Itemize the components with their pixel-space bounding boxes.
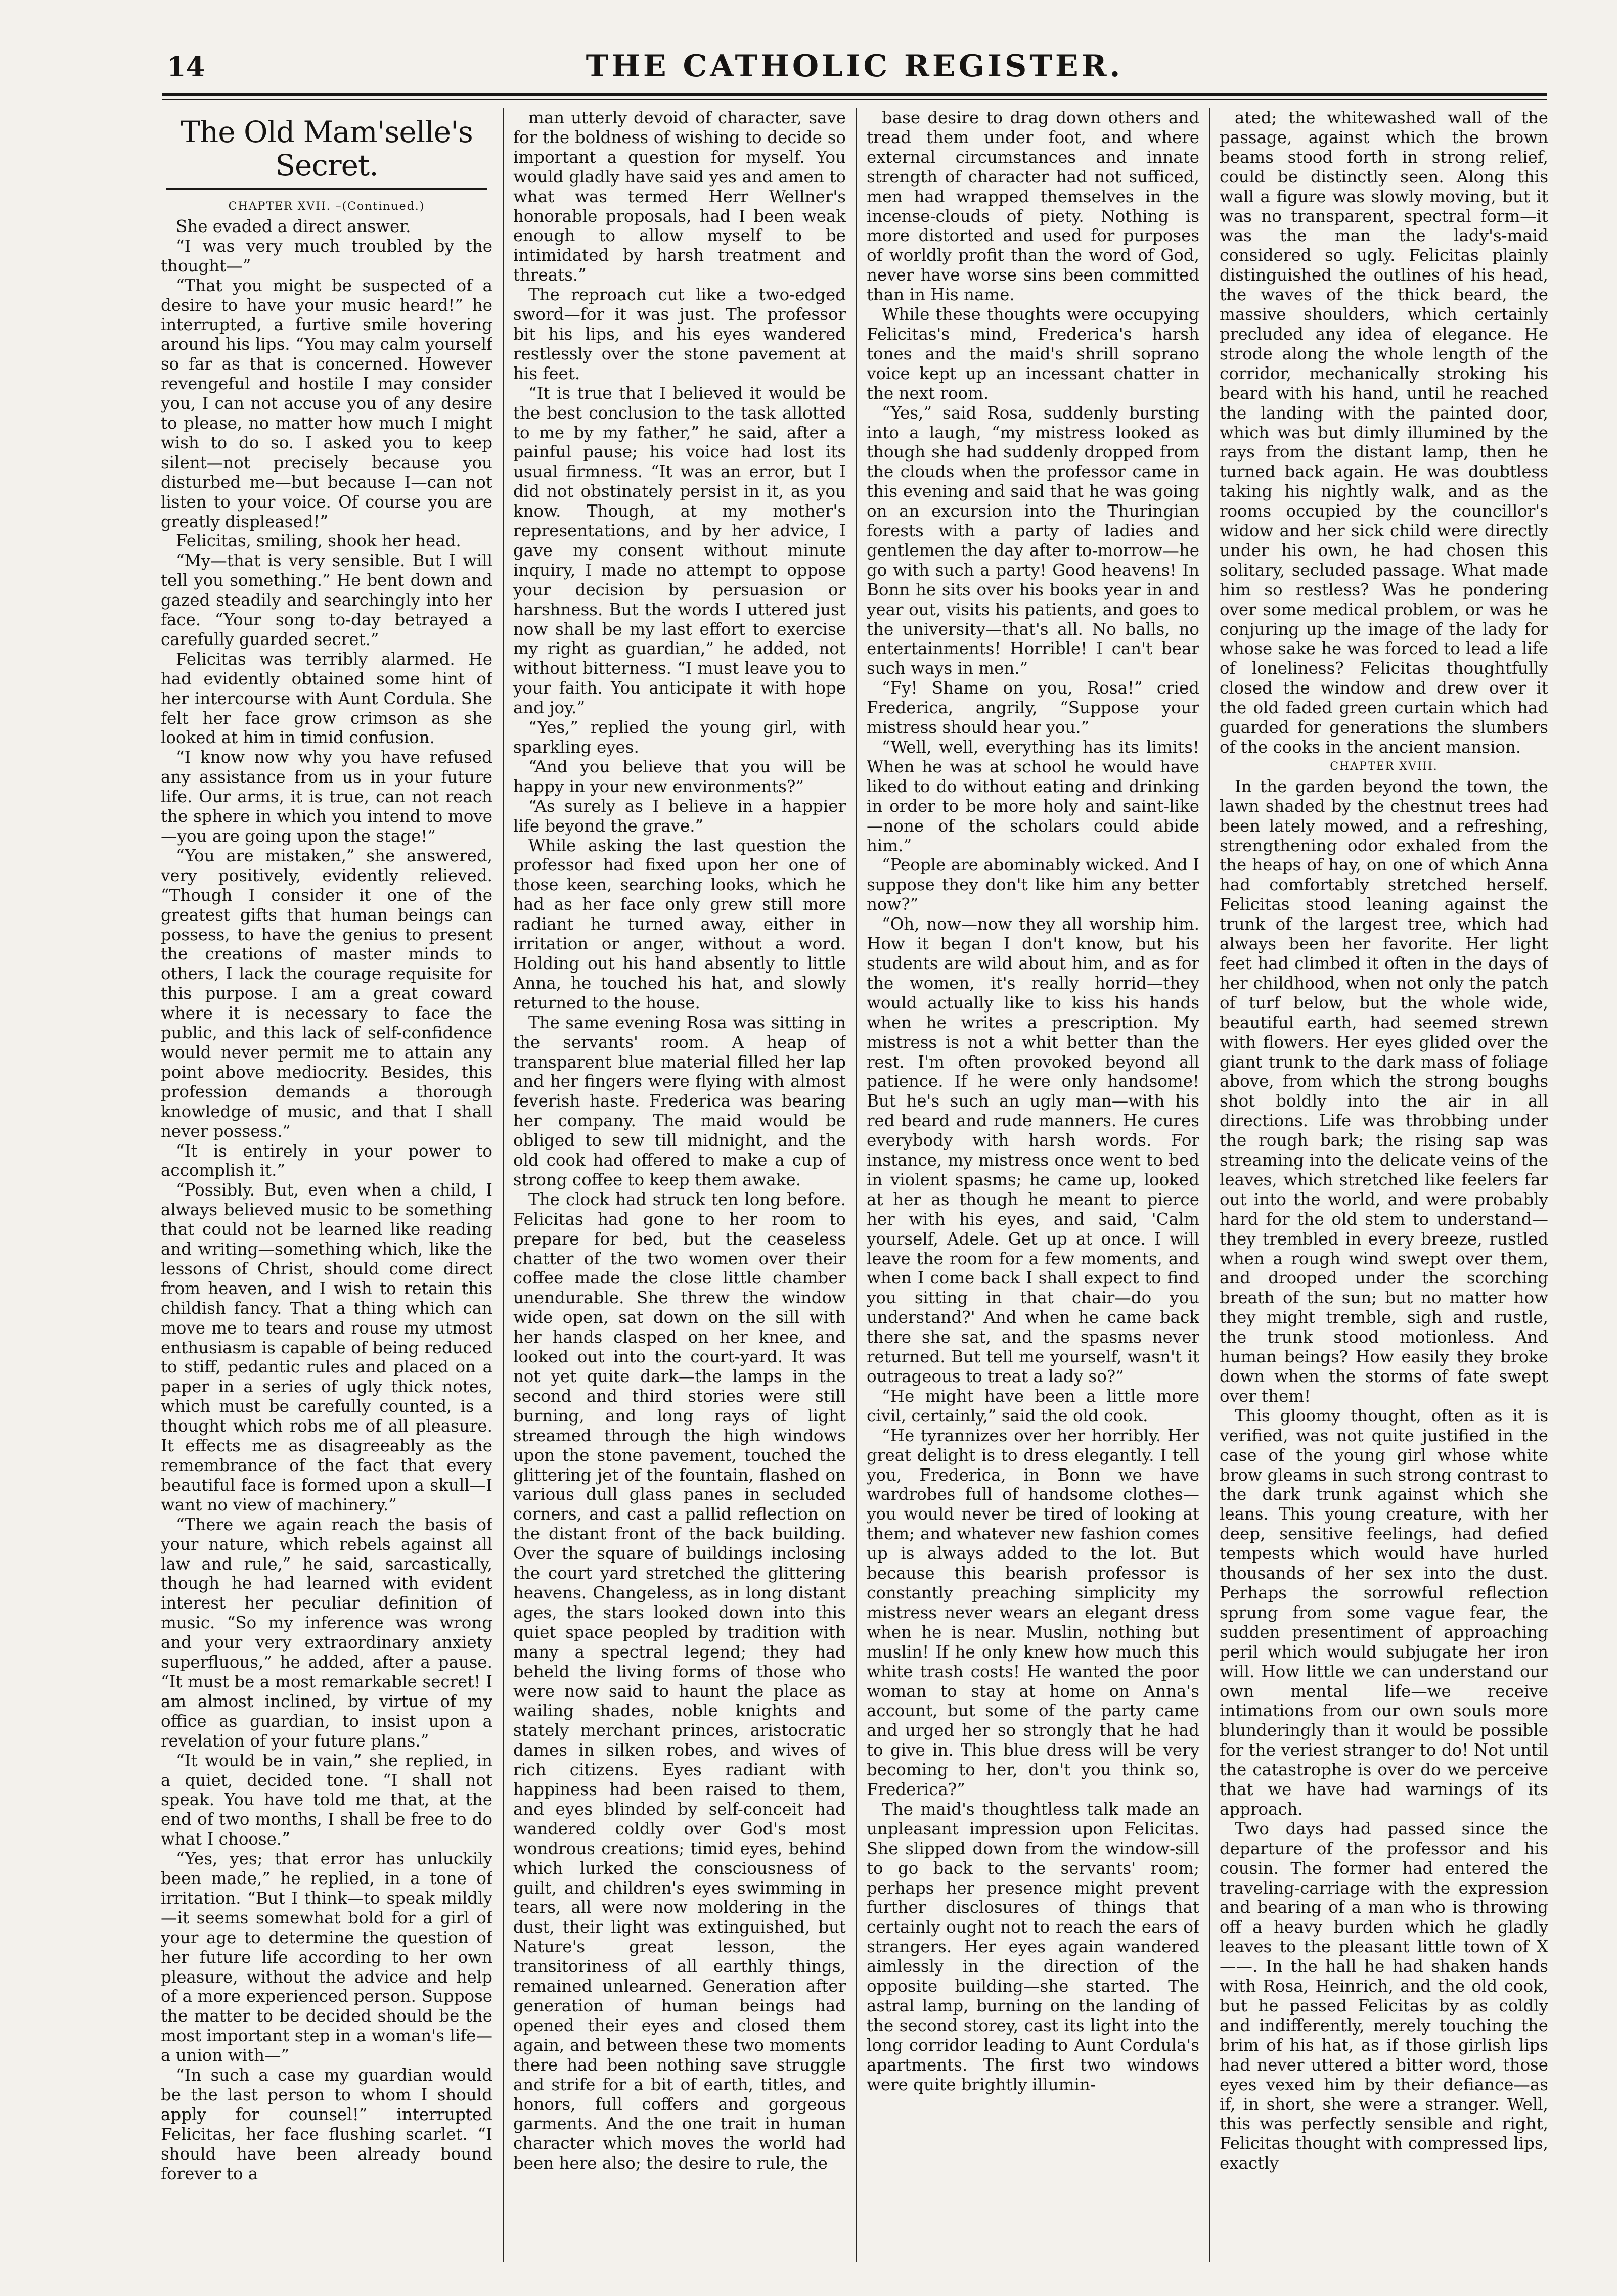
paragraph: “Yes,” said Rosa, suddenly bursting into a laugh, “my mistress looked as though she had suddenly dropped from the clouds when the professor came in this evening and said that he was going on an excursion into the Thuringian forests with a party of ladies and gentlemen the day after to-morrow—he go with such a party! Good heavens! In Bonn he sits over his books year in and year out, visits his patients, and goes to the university—that's all. No balls, no entertainments! Horrible! I can't bear such ways in men.” (867, 403, 1199, 678)
column-1-text (161, 217, 492, 2184)
paragraph: “You are mistaken,” she answered, very positively, evidently relieved. “Though I consider it one of the greatest gifts that human beings can possess, to have the genius to present the creations of master minds to others, I lack the courage requisite for this purpose. I am a great coward where it is necessary to face the public, and this lack of self-confidence would never permit me to attain any point above mediocrity. Besides, this profession demands a thorough knowledge of music, and that I shall never possess.” (161, 846, 492, 1141)
paragraph: She evaded a direct answer. (176, 216, 411, 236)
paragraph: “Yes, yes; that error has unluckily been made,” he replied, in a tone of irritation. “But I think—to speak mildly—it seems somewhat bold for a girl of your age to determine the question of her future life according to her own pleasure, without the advice and help of a more experienced person. Suppose the matter to be decided should be the most important step in a woman's life—a union with—” (161, 1849, 492, 2065)
header-rule-thick (162, 93, 1547, 96)
article-columns (161, 108, 1548, 2262)
story-title: The Old Mam'selle's Secret. (181, 115, 473, 182)
paragraph: “People are abominably wicked. And I suppose they don't like him any better now?” (867, 855, 1199, 914)
column-3-text (867, 108, 1199, 2095)
paragraph: The same evening Rosa was sitting in the servants' room. A heap of transparent blue material filled her lap and her fingers were flying with almost feverish haste. Frederica was bearing her company. The maid would be obliged to sew till midnight, and the old cook had offered to make a cup of strong coffee to keep them awake. (513, 1013, 846, 1189)
paragraph: “Yes,” replied the young girl, with sparkling eyes. (513, 718, 846, 757)
column-4 (1220, 108, 1548, 2262)
paragraph: base desire to drag down others and tread them under foot, and where external circumstances and innate strength of character had not sufficed, men had wrapped themselves in the incense-clouds of piety. Nothing is more distorted and used for purposes of worldly profit than the word of God, never have worse sins been committed than in His name. (867, 108, 1199, 305)
paragraph: “Possibly. But, even when a child, I always believed music to be something that could not be learned like reading and writing—something which, like the lessons of Christ, should come direct from heaven, and I wish to retain this childish fancy. That a thing which can move me to tears and rouse my utmost enthusiasm is capable of being reduced to stiff, pedantic rules and placed on a paper in a series of ugly thick notes, which must be carefully counted, is a thought which robs me of all pleasure. It effects me as disagreeably as the remembrance of the fact that every beautiful face is formed upon a skull—I want no view of machinery.” (161, 1180, 492, 1514)
paragraph: “I was very much troubled by the thought—” (161, 236, 492, 275)
paragraph: This gloomy thought, often as it is verified, was not quite justified in the case of the young girl whose white brow gleams in such strong contrast to the dark trunk against which she leans. This young creature, with her deep, sensitive feelings, had defied tempests which would have hurled thousands of her sex into the dust. Perhaps the sorrowful reflection sprung from some vague fear, the sudden presentiment of approaching peril which would subjugate her iron will. How little we can understand our own mental life—we receive intimations from our own souls more blunderingly than it would be possible for the veriest stranger to do! Not until the catastrophe is over do we perceive that we have had warnings of its approach. (1220, 1406, 1548, 1819)
column-1 (161, 108, 492, 2262)
paragraph: In the garden beyond the town, the lawn shaded by the chestnut trees had been lately mowed, and a refreshing, strengthening odor exhaled from the the heaps of hay, on one of which Anna had comfortably stretched herself. Felicitas stood leaning against the trunk of the largest tree, which had always been her favorite. Her light feet had climbed it often in the days of her childhood, when not only the patch of turf below, but the whole wide, beautiful earth, had seemed strewn with flowers. Her eyes glided over the giant trunk to the dark mass of foliage above, from which the strong boughs shot boldly into the air in all directions. Life was throbbing under the rough bark; the rising sap was streaming into the delicate veins of the leaves, which stretched like feelers far out into the world, and were probably hard for the old stem to understand—they trembled in every breeze, rustled when a rough wind swept over them, and drooped under the scorching breath of the sun; but no matter how they might tremble, sigh and rustle, the trunk stood motionless. And human beings? How easily they broke down when the storms of fate swept over them! (1220, 776, 1548, 1406)
paragraph: Two days had passed since the departure of the professor and his cousin. The former had entered the traveling-carriage with the expression and bearing of a man who is throwing off a heavy burden which he gladly leaves to the pleasant little town of X——. In the hall he had shaken hands with Rosa, Heinrich, and the old cook, but he passed Felicitas by as coldly and indifferently, merely touching the brim of his hat, as if those girlish lips had never uttered a bitter word, those eyes vexed him by their defiance—as if, in short, she were a stranger. Well, this was perfectly sensible and right, Felicitas thought with compressed lips, exactly (1220, 1819, 1548, 2173)
title-rule (166, 188, 487, 190)
paragraph: Felicitas, smiling, shook her head. (176, 531, 461, 551)
header-rule-thin (162, 99, 1547, 100)
paragraph: The maid's thoughtless talk made an unpleasant impression upon Felicitas. She slipped down from the window-sill to go back to the servants' room; perhaps her presence might prevent further disclosures of things that certainly ought not to reach the ears of strangers. Her eyes again wandered aimlessly in the direction of the opposite building—she started. The astral lamp, burning on the landing of the second storey, cast its light into the long corridor leading to Aunt Cordula's apartments. The first two windows were quite brightly illumin- (867, 1799, 1199, 2094)
paragraph: Felicitas was terribly alarmed. He had evidently obtained some hint of her intercourse with Aunt Cordula. She felt her face grow crimson as she looked at him in timid confusion. (161, 649, 492, 748)
column-divider (503, 108, 504, 2262)
paragraph: “That you might be suspected of a desire to have your music heard!” he interrupted, a furtive smile hovering around his lips. “You may calm yourself so far as that is concerned. However revengeful and hostile I may consider you, I can not accuse you of any desire to please, no matter how much I might wish to do so. I asked you to keep silent—not precisely because you disturbed me—but because I—can not listen to your voice. Of course you are greatly displeased!” (161, 275, 492, 531)
column-divider (856, 108, 857, 2262)
paragraph: “It would be in vain,” she replied, in a quiet, decided tone. “I shall not speak. You have told me that, at the end of two months, I shall be free to do what I choose.” (161, 1751, 492, 1849)
paragraph: While asking the last question the professor had fixed upon her one of those keen, searching looks, which he had as her face only grew still more radiant he turned away, either in irritation or anger, without a word. Holding out his hand absently to little Anna, he touched his hat, and slowly returned to the house. (513, 836, 846, 1013)
column-4-text-b (1220, 777, 1548, 2173)
paragraph: “I know now why you have refused any assistance from us in your future life. Our arms, it is true, can not reach the sphere in which you intend to move—you are going upon the stage!” (161, 748, 492, 846)
paragraph: “It is true that I believed it would be the best conclusion to the task allotted to me by my father,” he said, after a painful pause; his voice had lost its usual firmness. “It was an error, but I did not obstinately persist in it, as you know. Though, at my mother's representations, and by her advice, I gave my consent without minute inquiry, I made no attempt to oppose your decision by persuasion or harshness. But the words I uttered just now shall be my last effort to exercise my right as guardian,” he added, not without bitterness. “I must leave you to your faith. You anticipate it with hope and joy.” (513, 383, 846, 718)
paragraph: The clock had struck ten long before. Felicitas had gone to her room to prepare for bed, but the ceaseless chatter of the two women over their coffee made the close little chamber unendurable. She threw the window wide open, sat down on the sill with her hands clasped on her knee, and looked out into the court-yard. It was not yet quite dark—the lamps in the second and third stories were still burning, and long rays of light streamed through the high windows upon the stone pavement, touched the glittering jet of the fountain, flashed on various dull glass panes in secluded corners, and cast a pallid reflection on the distant front of the back building. Over the square of buildings inclosing the court yard stretched the glittering heavens. Changeless, as in long distant ages, the stars looked down into this quiet space peopled by tradition with many a spectral legend; they had beheld the living forms of those who were now said to haunt the place as wailing shades, noble knights and stately merchant princes, aristocratic dames in silken robes, and wives of rich citizens. Eyes radiant with happiness had been raised to them, and eyes blinded by self-conceit had wandered coldly over God's most wondrous creations; timid eyes, behind which lurked the consciousness of guilt, and children's eyes swimming in tears, all were now moldering in the dust, their light was extinguished, but Nature's great lesson, the transitoriness of all earthly things, remained unlearned. Generation after generation of human beings had opened their eyes and closed them again, and between these two moments there had been nothing save struggle and strife for a bit of earth, titles, and honors, full coffers and gorgeous garments. And the one trait in human character which moves the world had been here also; the desire to rule, the (513, 1189, 846, 2173)
masthead: THE CATHOLIC REGISTER. (586, 49, 1124, 84)
column-3 (867, 108, 1199, 2262)
paragraph: “He tyrannizes over her horribly. Her great delight is to dress elegantly. I tell you, Frederica, in Bonn we have wardrobes full of handsome clothes—you would never be tired of looking at them; and whatever new fashion comes up is always added to the lot. But because this bearish professor is constantly preaching simplicity my mistress never wears an elegant dress when he is near. Muslin, nothing but muslin! If he only knew how much this white trash costs! He wanted the poor woman to stay at home on Anna's account, but some of the party came and urged her so strongly that he had to give in. This blue dress will be very becoming to her, don't you think so, Frederica?” (867, 1426, 1199, 1800)
paragraph: “As surely as I believe in a happier life beyond the grave.” (513, 796, 846, 836)
paragraph: “Well, well, everything has its limits! When he was at school he would have liked to do without eating and drinking in order to be more holy and saint-like—none of the scholars could abide him.” (867, 738, 1199, 855)
paragraph: “Fy! Shame on you, Rosa!” cried Frederica, angrily, “Suppose your mistress should hear you.” (867, 678, 1199, 738)
paragraph: The reproach cut like a two-edged sword—for it was just. The professor bit his lips, and his eyes wandered restlessly over the stone pavement at his feet. (513, 285, 846, 383)
column-2 (513, 108, 846, 2262)
column-divider (1209, 108, 1210, 2262)
page-header (167, 49, 1542, 97)
paragraph: “There we again reach the basis of your nature, which rebels against all law and rule,” he said, sarcastically, though he had learned with evident interest her peculiar definition of music. “So my inference was wrong and your very extraordinary anxiety superfluous,” he added, after a pause. “It must be a most remarkable secret! I am almost inclined, by virtue of my office as guardian, to insist upon a revelation of your future plans.” (161, 1514, 492, 1751)
paragraph: man utterly devoid of character, save for the boldness of wishing to decide so important a question for myself. You would gladly have said yes and amen to what was termed Herr Wellner's honorable proposals, had I been weak enough to allow myself to be intimidated by harsh treatment and threats.” (513, 108, 846, 285)
paragraph: “And you believe that you will be happy in your new environments?” (513, 757, 846, 796)
paragraph: “My—that is very sensible. But I will tell you something.” He bent down and gazed steadily and searchingly into her face. “Your song to-day betrayed a carefully guarded secret.” (161, 551, 492, 649)
paragraph: “It is entirely in your power to accomplish it.” (161, 1141, 492, 1180)
paragraph: “In such a case my guardian would be the last person to whom I should apply for counsel!” interrupted Felicitas, her face flushing scarlet. “I should have been already bound forever to a (161, 2065, 492, 2183)
paragraph: “Oh, now—now they all worship him. How it began I don't know, but his students are wild about him, and as for the women, it's really horrid—they would actually like to kiss his hands when he writes a prescription. My mistress is not a whit better than the rest. I'm often provoked beyond all patience. If he were only handsome! But he's such an ugly man—with his red beard and rude manners. He cures everybody with harsh words. For instance, my mistress once went to bed in violent spasms; he came up, looked at her as though he meant to pierce her with his eyes, and said, 'Calm yourself, Adele. Get up at once. I will leave the room for a few moments, and when I come back I shall expect to find you sitting in that chair—do you understand?' And when he came back there she sat, and the spasms never returned. But tell me yourself, wasn't it outrageous to treat a lady so?” (867, 914, 1199, 1386)
paragraph: “He might have been a little more civil, certainly,” said the old cook. (867, 1386, 1199, 1426)
page-number: 14 (167, 51, 205, 83)
column-4-text-a (1220, 108, 1548, 757)
paragraph: While these thoughts were occupying Felicitas's mind, Frederica's harsh tones and the maid's shrill soprano voice kept up an incessant chatter in the next room. (867, 305, 1199, 403)
chapter-heading: CHAPTER XVII. –(Continued.) (228, 200, 425, 213)
chapter-heading: CHAPTER XVIII. (1330, 760, 1438, 773)
paragraph: ated; the whitewashed wall of the passage, against which the brown beams stood forth in strong relief, could be distinctly seen. Along this wall a figure was slowly moving, but it was no transparent, spectral form—it was the man the lady's-maid considered so ugly. Felicitas plainly distinguished the outlines of his head, the waves of the thick beard, the massive shoulders, which certainly precluded any idea of elegance. He strode along the whole length of the corridor, mechanically stroking his beard with his hand, until he reached the landing with the painted door, which was but dimly illumined by the rays from the distant lamp, then he turned back again. He was doubtless taking his nightly walk, and as the rooms occupied by the councillor's widow and her sick child were directly under his own, he had chosen this solitary, secluded passage. What made him so restless? Was he pondering over some medical problem, or was he conjuring up the image of the lady for whose sake he was forced to lead a life of loneliness? Felicitas thoughtfully closed the window and drew over it the old faded green curtain which had guarded for generations the slumbers of the cooks in the ancient mansion. (1220, 108, 1548, 757)
column-2-text (513, 108, 846, 2173)
